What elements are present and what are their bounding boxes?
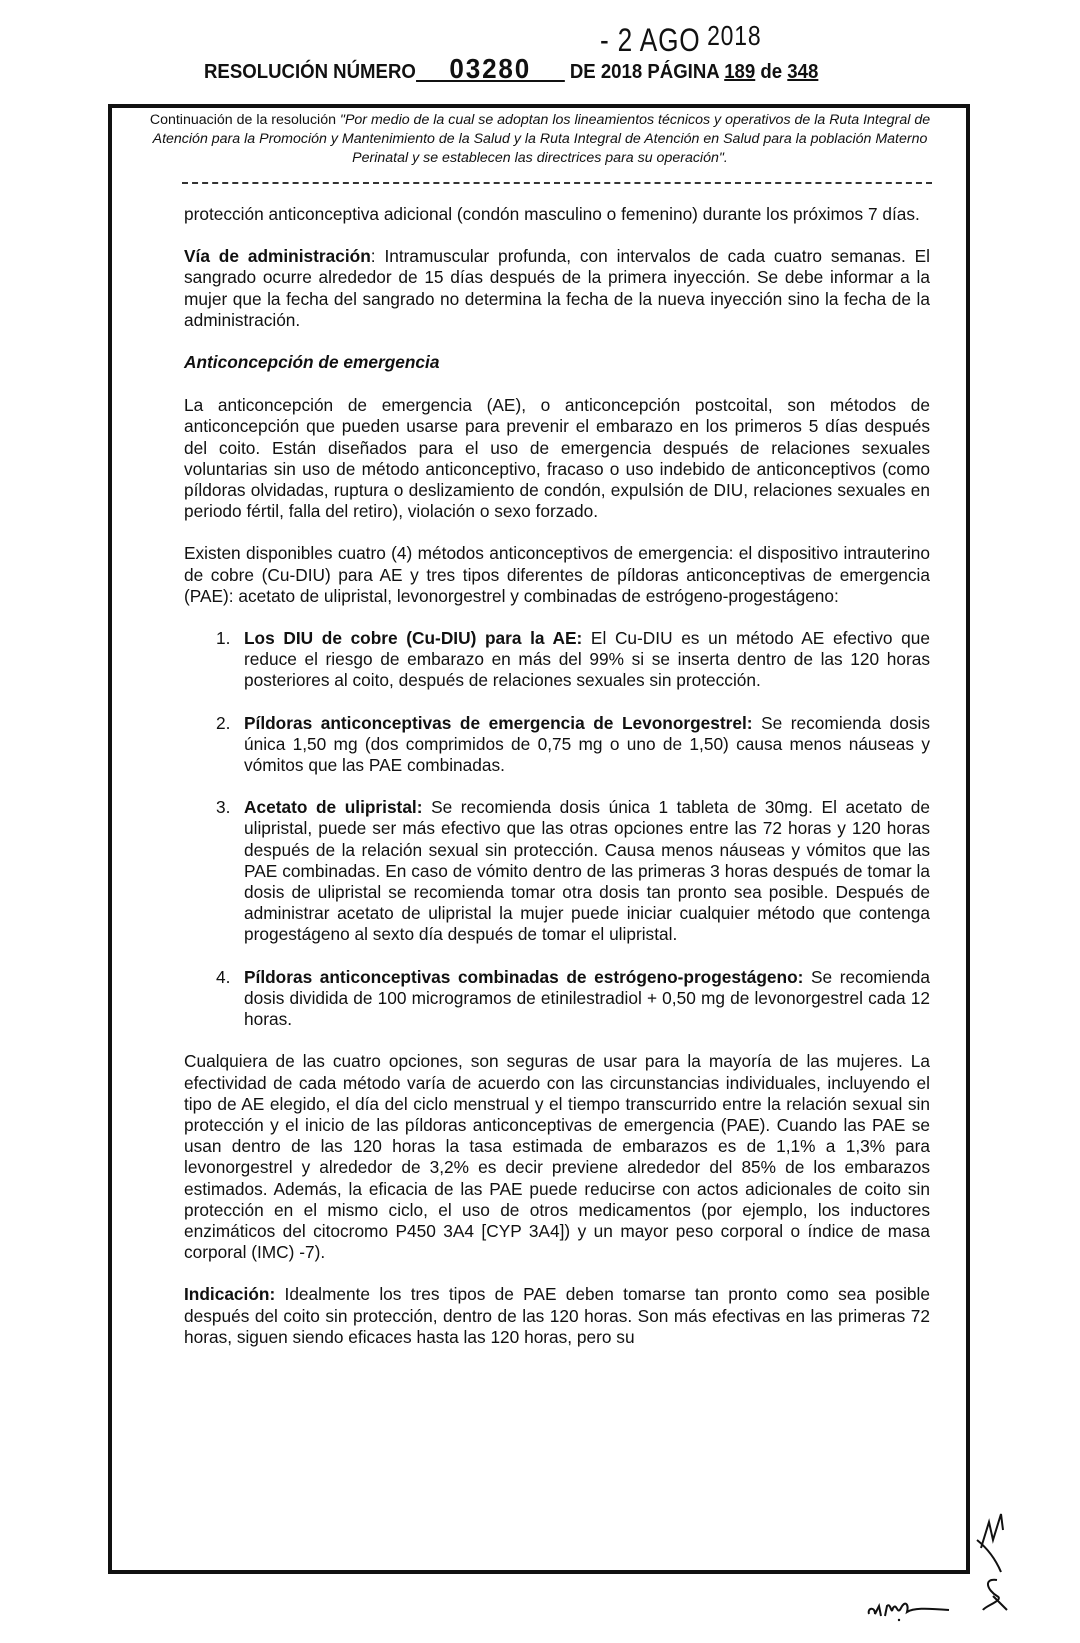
list-number: 2. [216,712,231,733]
list-item [184,797,930,945]
administration-text: : Intramuscular profunda, con intervalos de cada cuatro semanas. El sangrado ocurre alrededor de 15 días después de la primera inyección. Se debe informar a la mujer que la fecha del sangrado no determina la fecha de la nueva inyección sino la fecha de la administración. [184,246,930,330]
list-label: Los DIU de cobre (Cu-DIU) para la AE: [244,628,583,649]
list-text: Se recomienda dosis dividida de 100 microgramos de etinilestradiol + 0,50 mg de levonorgestrel cada 12 horas. [244,966,930,1030]
methods-list [184,628,930,1030]
list-item [184,967,930,1031]
date-stamp [600,22,761,59]
paragraph-protection: protección anticonceptiva adicional (condón masculino o femenino) durante los próximos 7 días. [184,204,920,224]
paragraph-definition: La anticoncepción de emergencia (AE), o anticoncepción postcoital, son métodos de anticoncepción que pueden usarse para prevenir el embarazo en los primeros 5 días después del coito. Están diseñados para el uso de emergencia después de relaciones sexuales voluntarias sin uso de método anticonceptivo, fracaso o uso indebido de anticonceptivos (como píldoras olvidadas, ruptura o deslizamiento de condón, expulsión de DIU, relaciones sexuales en periodo fértil, falla del retiro), violación o sexo forzado. [184,395,930,522]
list-item [184,628,930,692]
document-body [184,204,930,1369]
list-text: Se recomienda dosis única 1,50 mg (dos comprimidos de 0,75 mg o uno de 1,50) causa menos náuseas y vómitos que las PAE combinadas. [244,712,930,776]
administration-label: Vía de administración [184,246,371,267]
header-middle: DE 2018 PÁGINA [569,61,720,83]
header-prefix: RESOLUCIÓN NÚMERO [204,61,416,83]
continuation-lead: Continuación de la resolución [149,112,340,128]
resolution-number: 03280 [416,58,565,82]
paragraph-methods-intro: Existen disponibles cuatro (4) métodos anticonceptivos de emergencia: el dispositivo intrauterino de cobre (Cu-DIU) para AE y tres tipos diferentes de píldoras anticonceptivas de emergencia (PAE): acetato de ulipristal, levonorgestrel y combinadas de estrógeno-progestágeno: [184,543,930,606]
dashed-separator [182,182,932,184]
total-pages: 348 [787,61,819,83]
paragraph-administration [184,246,930,331]
list-text: Se recomienda dosis única 1 tableta de 30mg. El acetato de ulipristal, puede ser más efectivo que las otras opciones entre las 72 horas y 120 horas después de la relación sexual sin protección. Causa menos náuseas y vómitos que las PAE combinadas. En caso de vómito dentro de las primeras 3 horas después de tomar la dosis de ulipristal se recomienda tomar otra dosis tan pronto sea posible. Después de administrar acetato de ulipristal la mujer puede iniciar cualquier método que contenga progestágeno al sexto día después de tomar el ulipristal. [244,797,930,945]
page-number: 189 [724,61,756,83]
resolution-header [204,53,819,84]
stamp-year: 2018 [707,20,762,51]
indication-text: Idealmente los tres tipos de PAE deben tomarse tan pronto como sea posible después del coito sin protección, dentro de las 120 horas. Son más efectivas en las primeras 72 horas, siguen siendo eficaces hasta las 120 horas, pero su [184,1284,930,1347]
list-label: Píldoras anticonceptivas combinadas de estrógeno-progestágeno: [244,966,804,987]
list-number: 4. [216,966,231,987]
page-of: de [760,61,783,83]
continuation-title: "Por medio de la cual se adoptan los lineamientos técnicos y operativos de la Ruta Integral de Atención para la Promoción y Mantenimiento de la Salud y la Ruta Integral de Atención en Salud para la población Materno Perinatal y se establecen las directrices para su operación". [152,112,931,166]
list-label: Acetato de ulipristal: [244,797,423,818]
continuation-note [130,111,950,168]
handwritten-initials-icon [975,1500,1025,1620]
list-text: El Cu-DIU es un método AE efectivo que reduce el riesgo de embarazo en más del 99% si se inserta dentro de las 120 horas posteriores al coito, después de relaciones sexuales sin protección. [244,628,930,691]
paragraph-indication [184,1284,930,1348]
list-label: Píldoras anticonceptivas de emergencia de Levonorgestrel: [244,712,753,733]
section-heading: Anticoncepción de emergencia [184,352,440,373]
paragraph-effectiveness: Cualquiera de las cuatro opciones, son seguras de usar para la mayoría de las mujeres. La efectividad de cada método varía de acuerdo con las circunstancias individuales, incluyendo el tipo de AE elegido, el día del ciclo menstrual y el tiempo transcurrido entre la relación sexual sin protección y el inicio de las píldoras anticonceptivas de emergencia (PAE). Cuando las PAE se usan dentro de las 120 horas la tasa estimada de embarazos es de 1,1% a 1,3% para levonorgestrel y alrededor de 3,2% es decir previene alrededor del 85% de los embarazos estimados. Además, la eficacia de las PAE puede reducirse con actos adicionales de coito sin protección en el mismo ciclo, el uso de otros medicamentos (por ejemplo, los inductores enzimáticos del citocromo P450 3A4 [CYP 3A4]) y un mayor peso corporal o índice de masa corporal (IMC) -7). [184,1051,930,1263]
list-item [184,713,930,777]
list-number: 1. [216,628,231,649]
stamp-date: - 2 AGO [600,22,701,58]
handwritten-signature-icon [865,1594,955,1624]
list-number: 3. [216,797,231,818]
indication-label: Indicación: [184,1284,276,1305]
